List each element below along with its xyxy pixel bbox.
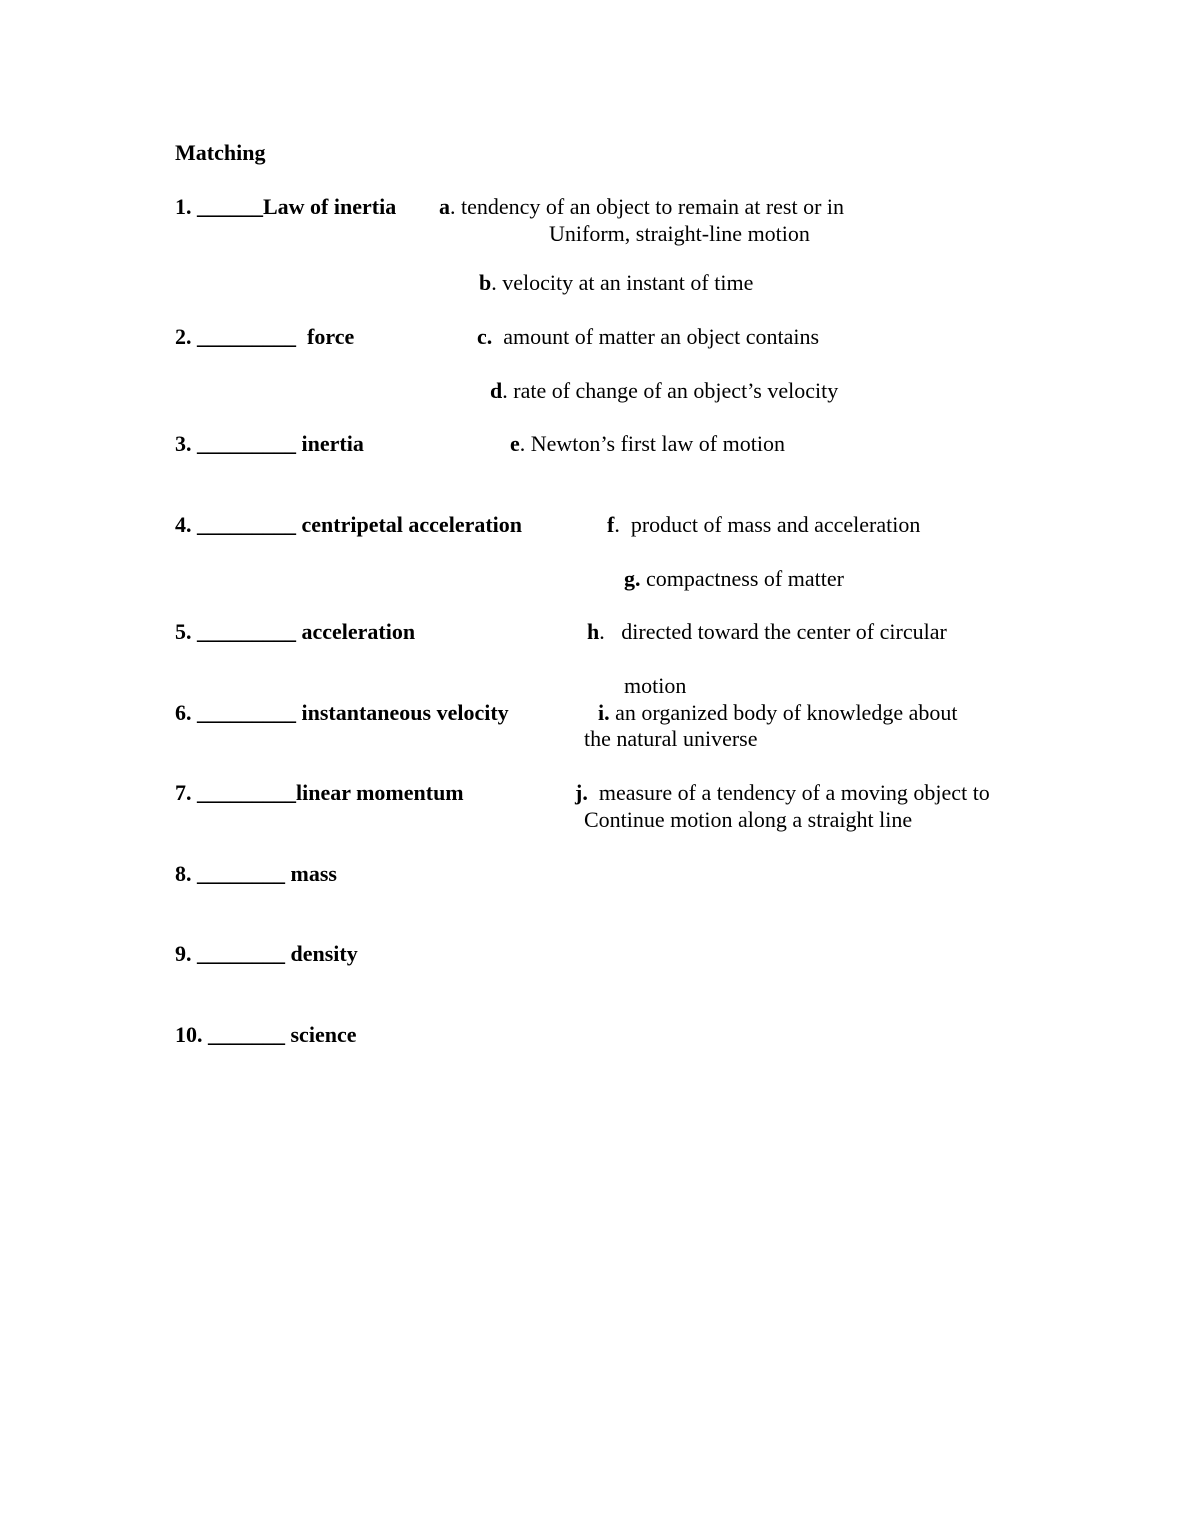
item-term: force bbox=[301, 324, 355, 349]
item-1 bbox=[175, 194, 396, 220]
definition-text: an organized body of knowledge about bbox=[609, 700, 958, 725]
definition-text: . tendency of an object to remain at rest or in bbox=[450, 194, 845, 219]
item-term: density bbox=[290, 941, 358, 966]
item-9 bbox=[175, 941, 358, 967]
definition-letter: a bbox=[439, 194, 450, 219]
definition-letter: c. bbox=[477, 324, 493, 349]
item-number: 10. bbox=[175, 1022, 203, 1047]
answer-blank: _________ bbox=[191, 700, 302, 725]
definition-letter: i. bbox=[598, 700, 610, 725]
item-5 bbox=[175, 619, 415, 645]
item-number: 3. bbox=[175, 431, 192, 456]
definition-letter: g. bbox=[624, 566, 641, 591]
item-number: 4. bbox=[175, 512, 192, 537]
item-term: instantaneous velocity bbox=[301, 700, 509, 725]
answer-blank: ________ bbox=[191, 941, 291, 966]
definition-h-continued: motion bbox=[624, 673, 687, 698]
item-7 bbox=[175, 780, 464, 806]
item-3 bbox=[175, 431, 364, 457]
answer-blank: _________ bbox=[191, 780, 296, 805]
definition-text: amount of matter an object contains bbox=[492, 324, 820, 349]
item-term: acceleration bbox=[301, 619, 416, 644]
item-term: science bbox=[290, 1022, 357, 1047]
item-number: 5. bbox=[175, 619, 192, 644]
definition-letter: j. bbox=[575, 780, 588, 805]
definition-i-continued: the natural universe bbox=[584, 726, 758, 751]
definition-text: . directed toward the center of circular bbox=[599, 619, 947, 644]
item-number: 7. bbox=[175, 780, 192, 805]
definition-i bbox=[598, 700, 957, 726]
item-2 bbox=[175, 324, 354, 350]
definition-letter: b bbox=[479, 270, 492, 295]
definition-text: . Newton’s first law of motion bbox=[519, 431, 785, 456]
item-term: Law of inertia bbox=[263, 194, 397, 219]
item-number: 8. bbox=[175, 861, 192, 886]
definition-letter: e bbox=[510, 431, 520, 456]
definition-text: . velocity at an instant of time bbox=[491, 270, 754, 295]
definition-a-continued: Uniform, straight-line motion bbox=[549, 221, 810, 246]
page-title: Matching bbox=[175, 140, 266, 165]
answer-blank: ________ bbox=[191, 861, 291, 886]
definition-j-continued: Continue motion along a straight line bbox=[584, 807, 913, 832]
item-term: centripetal acceleration bbox=[301, 512, 523, 537]
definition-text: . rate of change of an object’s velocity bbox=[502, 378, 839, 403]
definition-j bbox=[575, 780, 990, 806]
item-number: 2. bbox=[175, 324, 192, 349]
definition-text: measure of a tendency of a moving object to bbox=[587, 780, 990, 805]
item-term: mass bbox=[290, 861, 337, 886]
definition-text: compactness of matter bbox=[640, 566, 844, 591]
definition-d bbox=[490, 378, 838, 404]
answer-blank: ______ bbox=[191, 194, 263, 219]
answer-blank: _______ bbox=[202, 1022, 291, 1047]
item-4 bbox=[175, 512, 522, 538]
definition-letter: f bbox=[607, 512, 615, 537]
definition-b bbox=[479, 270, 753, 296]
definition-text: . product of mass and acceleration bbox=[614, 512, 921, 537]
definition-f bbox=[607, 512, 920, 538]
definition-c bbox=[477, 324, 819, 350]
answer-blank: _________ bbox=[191, 619, 302, 644]
definition-e bbox=[510, 431, 785, 457]
item-number: 9. bbox=[175, 941, 192, 966]
definition-g bbox=[624, 566, 844, 592]
definition-letter: h bbox=[587, 619, 600, 644]
item-10 bbox=[175, 1022, 356, 1048]
answer-blank: _________ bbox=[191, 512, 302, 537]
answer-blank: _________ bbox=[191, 431, 302, 456]
answer-blank: _________ bbox=[191, 324, 302, 349]
item-number: 1. bbox=[175, 194, 192, 219]
definition-h bbox=[587, 619, 947, 645]
item-term: linear momentum bbox=[296, 780, 464, 805]
item-number: 6. bbox=[175, 700, 192, 725]
item-6 bbox=[175, 700, 509, 726]
definition-letter: d bbox=[490, 378, 503, 403]
item-8 bbox=[175, 861, 337, 887]
item-term: inertia bbox=[301, 431, 364, 456]
definition-a bbox=[439, 194, 844, 220]
